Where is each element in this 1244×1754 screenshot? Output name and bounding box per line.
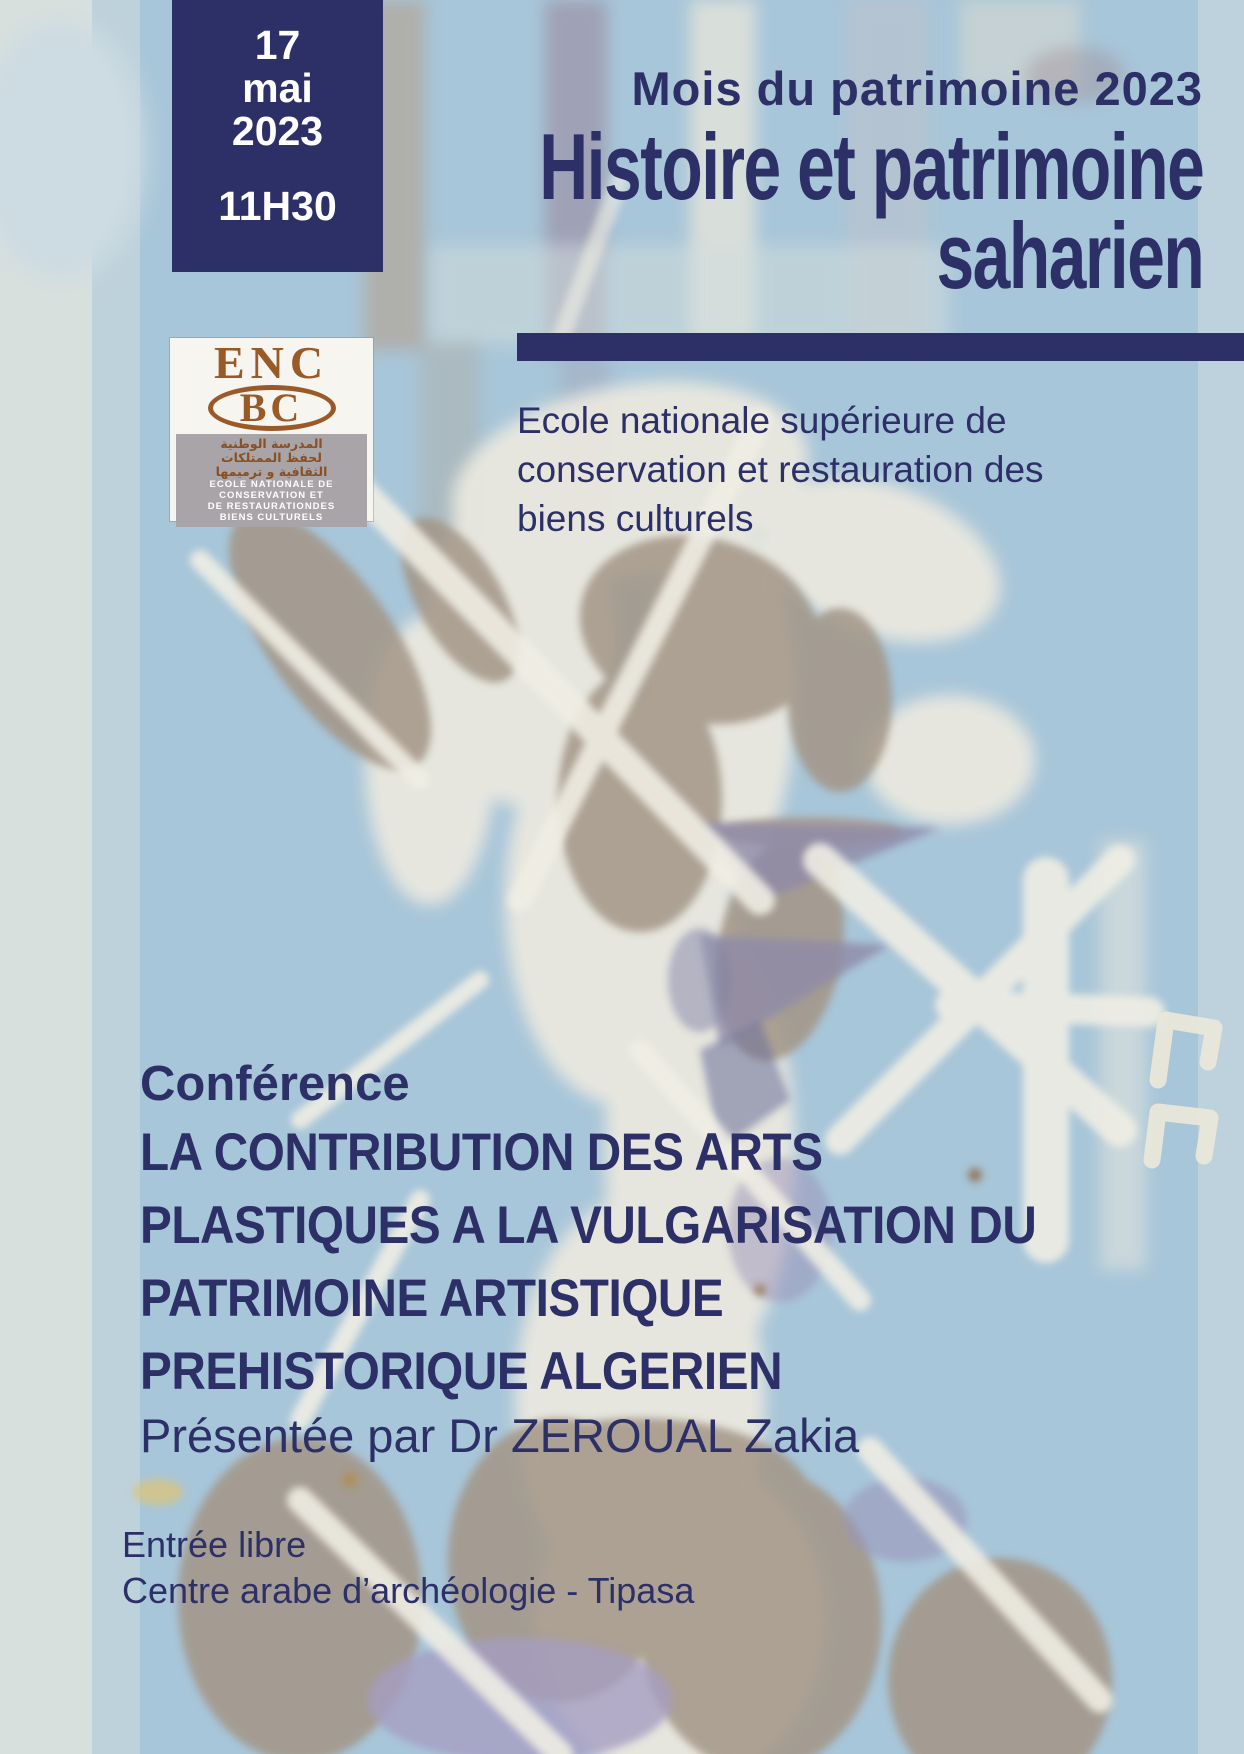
header (281, 60, 1203, 308)
logo-arabic-line2: لحفظ الممتلكات (221, 450, 322, 465)
school-name-line3: biens culturels (517, 498, 754, 539)
logo-caption-line2: CONSERVATION ET (219, 490, 324, 501)
logo-caption-line3: DE RESTAURATIONDES (207, 501, 336, 512)
logo-acronym-top: ENC (213, 337, 330, 388)
presenter-line: Présentée par Dr ZEROUAL Zakia (140, 1409, 860, 1462)
event-title-line4: PREHISTORIQUE ALGERIEN (140, 1342, 783, 1401)
logo-arabic-line3: الثقافية و ترميمها (215, 464, 328, 479)
logo-caption-line4: BIENS CULTURELS (219, 512, 324, 523)
event-time: 11H30 (218, 183, 337, 229)
event-title (140, 1116, 1036, 1408)
logo-acronym-bottom: BC (239, 385, 304, 430)
poster-title-line2: saharien (936, 203, 1203, 308)
school-name-line2: conservation et restauration des (517, 449, 1044, 490)
event-year: 2023 (231, 108, 324, 154)
event-title-line2: PLASTIQUES A LA VULGARISATION DU (140, 1196, 1037, 1255)
logo-ellipse (208, 385, 336, 431)
logo-caption-band (176, 434, 367, 527)
event-type-label: Conférence (140, 1057, 410, 1111)
event-title-line3: PATRIMOINE ARTISTIQUE (140, 1269, 724, 1328)
event-title-line1: LA CONTRIBUTION DES ARTS (140, 1123, 823, 1182)
event-day: 17 (254, 22, 301, 68)
event-month: mai (242, 65, 313, 111)
school-name (517, 396, 1044, 543)
venue-line: Centre arabe d’archéologie - Tipasa (122, 1570, 695, 1611)
heritage-month-kicker: Mois du patrimoine 2023 (631, 62, 1203, 115)
divider-bar (517, 333, 1244, 361)
admission-note: Entrée libre (122, 1524, 307, 1565)
encbc-logo (170, 338, 373, 521)
logo-caption-line1: ECOLE NATIONALE DE (209, 479, 334, 490)
poster-title-line1: Histoire et patrimoine (538, 114, 1203, 219)
school-name-line1: Ecole nationale supérieure de (517, 400, 1007, 441)
logo-arabic-line1: المدرسة الوطنية (220, 436, 323, 451)
footer (122, 1522, 694, 1614)
poster-title (538, 114, 1203, 308)
